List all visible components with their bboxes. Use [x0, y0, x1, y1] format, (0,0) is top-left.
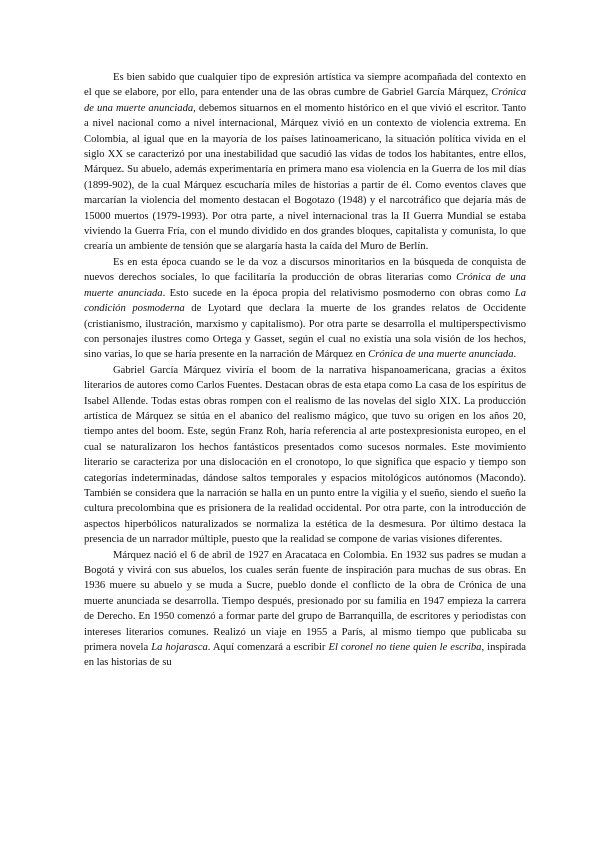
text-run: . [513, 349, 517, 361]
italic-title: Crónica de una muerte anunciada [368, 349, 514, 361]
paragraph-magic-realism [84, 363, 526, 548]
italic-title: El coronel no tiene quien le escriba [328, 642, 482, 654]
italic-title: La hojarasca [151, 642, 208, 654]
text-run: Es bien sabido que cualquier tipo de expresión artística va siempre acompañada del contexto en el que se elabore, por ello, para entender una de las obras cumbre de Gabriel García Márquez, [84, 72, 526, 99]
text-run: , inspirada en las historias de su [84, 642, 526, 669]
paragraph-posmodernism [84, 255, 526, 363]
paragraph-biography [84, 548, 526, 671]
text-run: , debemos situarnos en el momento histórico en el que vivió el escritor. Tanto a nivel nacional como a nivel internacional, Márquez vivió en un contexto de violencia extrema. En Colombia, al igual que en la mayoría de los países latinoamericano, la situación política vivida en el siglo XX se caracterizó por una inestabilidad que sacudió las vidas de todos los habitantes, entre ellos, Márquez. Su abuelo, además experimentaría en primera mano esa violencia en la Guerra de los mil días (1899-902), de la cual Márquez escucharía miles de historias a partir de él. Como eventos claves que marcarían la violencia del momento destacan el Bogotazo (1948) y el narcotráfico que dejaría más de 15000 muertos (1979-1993). Por otra parte, a nivel internacional tras la II Guerra Mundial se estaba viviendo la Guerra Fría, con el mundo dividido en dos grandes bloques, capitalista y comunista, lo que crearía un ambiente de tensión que se alargaría hasta la caída del Muro de Berlín. [84, 102, 526, 253]
document-page [84, 70, 526, 671]
text-run: . Aquí comenzará a escribir [207, 642, 329, 654]
text-run: Márquez nació el 6 de abril de 1927 en Aracataca en Colombia. En 1932 sus padres se mudan a Bogotá y vivirá con sus abuelos, los cuales serán fuente de inspiración para muchas de sus obras. En 1936 muere su abuelo y se muda a Sucre, pueblo donde el conflicto de la obra de Crónica de una muerte anunciada se desarrolla. Tiempo después, presionado por su familia en 1947 empieza la carrera de Derecho. En 1950 comenzó a formar parte del grupo de Barranquilla, de escritores y periodistas con intereses literarios comunes. Realizó un viaje en 1955 a París, al mismo tiempo que publicaba su primera novela [84, 549, 526, 654]
italic-title: La condición posmoderna [84, 287, 526, 315]
text-run: . Esto sucede en la época propia del relativismo posmoderno con obras como [162, 287, 515, 299]
text-run: Gabriel García Márquez viviría el boom de la narrativa hispanoamericana, gracias a éxitos literarios de autores como Carlos Fuentes. Destacan obras de esta etapa como La casa de los espíritus de Isabel Allende. Todas estas obras rompen con el realismo de las novelas del siglo XIX. La producción artística de Márquez se sitúa en el abanico del realismo mágico, que tuvo su origen en los años 20, tiempo antes del boom. Este, según Franz Roh, haría referencia al arte postexpresionista europeo, en el cual se naturalizaron los hechos fantásticos presentados como sucesos normales. Este movimiento literario se caracteriza por una dislocación en el cronotopo, lo que significa que espacio y tiempo son categorías indeterminadas, dándose saltos temporales y espacios mitológicos autónomos (Macondo). También se considera que la narración se halla en un punto entre la vigilia y el sueño, siendo el sueño la cultura precolombina que es prisionera de la realidad occidental. Por otra parte, con la introducción de aspectos hiperbólicos naturalizados se normaliza la estética de la desmesura. Por último destaca la presencia de un narrador múltiple, puesto que la realidad se compone de varias visiones diferentes. [84, 364, 526, 546]
text-run: Es en esta época cuando se le da voz a discursos minoritarios en la búsqueda de conquista de nuevos derechos sociales, lo que facilitaría la producción de obras literarias como [84, 256, 526, 284]
italic-title: Crónica de una muerte anunciada [84, 87, 526, 114]
italic-title: Crónica de una muerte anunciada [84, 272, 526, 299]
text-run: de Lyotard que declara la muerte de los grandes relatos de Occidente (cristianismo, ilustración, marxismo y capitalismo). Por otra parte se desarrolla el multiperspectivismo con personajes ilustres como Ortega y Gasset, según el cual no existía una sola visión de los hechos, sino varias, lo que se haría presente en la narración de Márquez en [84, 303, 526, 361]
paragraph-context [84, 70, 526, 255]
